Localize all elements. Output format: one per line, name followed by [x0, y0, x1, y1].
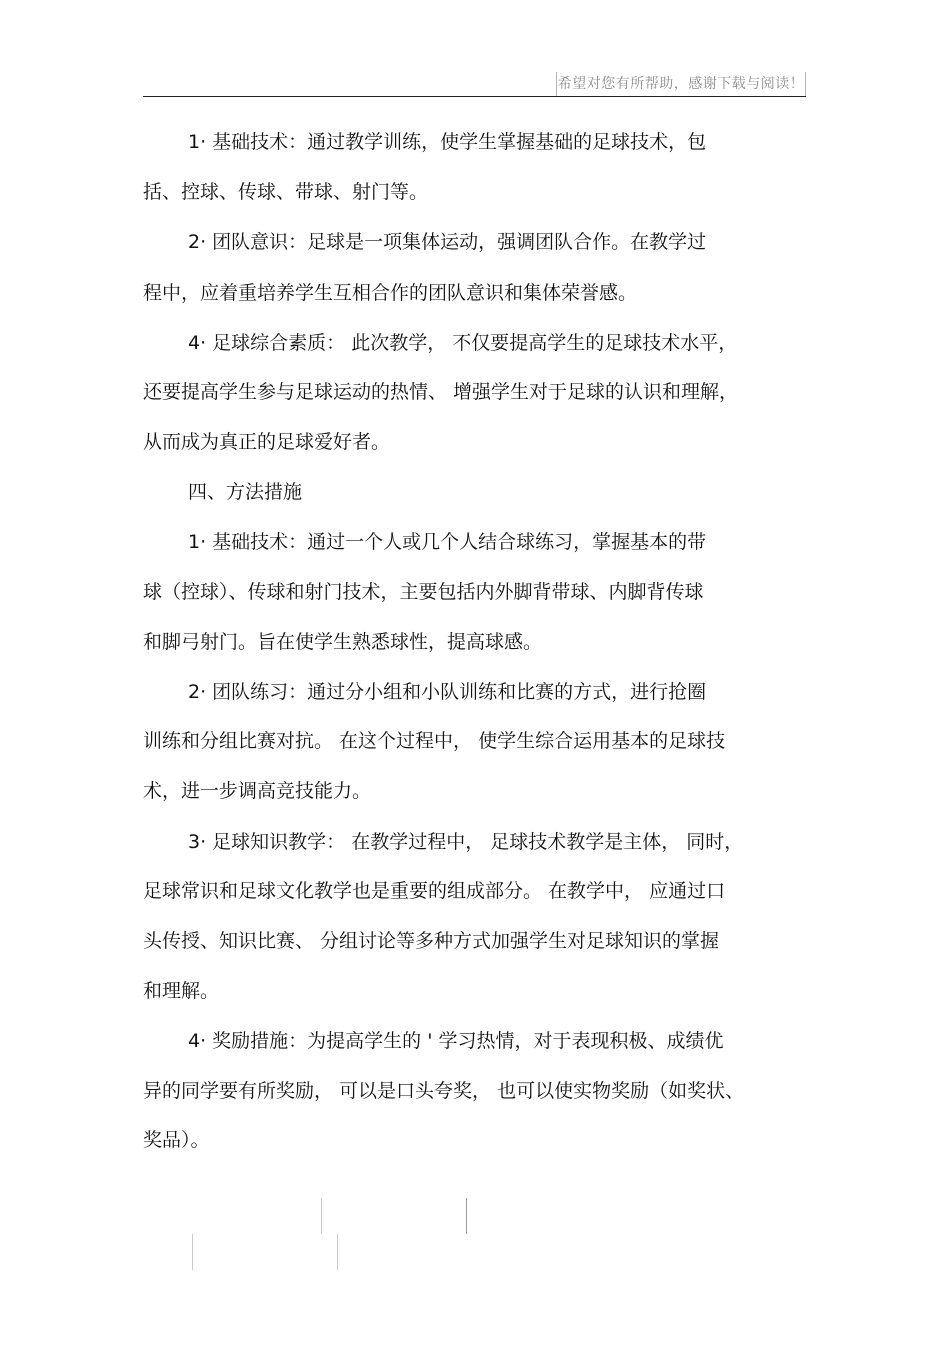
text-line: 从而成为真正的足球爱好者。 — [143, 431, 391, 453]
text-line: 和脚弓射门。旨在使学生熟悉球性，提高球感。 — [143, 631, 543, 653]
text-line: 头传授、知识比赛、 分组讨论等多种方式加强学生对足球知识的掌握 — [143, 930, 720, 952]
text-line: 和理解。 — [143, 980, 220, 1002]
text-line: 4· 奖励措施：为提高学生的 ' 学习热情，对于表现积极、成绩优 — [188, 1030, 724, 1052]
section-heading: 四、方法措施 — [188, 481, 303, 503]
scan-mark — [192, 1234, 193, 1270]
text-line: 2· 团队意识：足球是一项集体运动，强调团队合作。在教学过 — [188, 231, 707, 253]
text-line: 足球常识和足球文化教学也是重要的组成部分。 在教学中， 应通过口 — [143, 880, 726, 902]
header-banner: 希望对您有所帮助，感谢下载与阅读！ — [556, 72, 806, 96]
text-line: 1· 基础技术：通过教学训练，使学生掌握基础的足球技术，包 — [188, 131, 707, 153]
text-line: 训练和分组比赛对抗。 在这个过程中， 使学生综合运用基本的足球技 — [143, 730, 726, 752]
scan-mark — [337, 1234, 338, 1270]
text-line: 球（控球）、传球和射门技术，主要包括内外脚背带球、内脚背传球 — [143, 581, 704, 603]
text-line: 程中，应着重培养学生互相合作的团队意识和集体荣誉感。 — [143, 282, 638, 304]
text-line: 1· 基础技术：通过一个人或几个人结合球练习，掌握基本的带 — [188, 531, 707, 553]
text-line: 2· 团队练习：通过分小组和小队训练和比赛的方式，进行抢圈 — [188, 681, 707, 703]
scan-mark — [466, 1198, 467, 1234]
text-line: 术，进一步调高竞技能力。 — [143, 780, 372, 802]
header-rule — [143, 96, 806, 97]
text-line: 奖品）。 — [143, 1129, 210, 1151]
text-line: 还要提高学生参与足球运动的热情、 增强学生对于足球的认识和理解， — [143, 381, 739, 403]
text-line: 4· 足球综合素质： 此次教学， 不仅要提高学生的足球技术水平， — [188, 332, 738, 354]
scan-mark — [321, 1198, 322, 1234]
text-line: 异的同学要有所奖励， 可以是口头夸奖， 也可以使实物奖励（如奖状、 — [143, 1080, 745, 1102]
text-line: 3· 足球知识教学： 在教学过程中， 足球技术教学是主体， 同时， — [188, 831, 744, 853]
text-line: 括、控球、传球、带球、射门等。 — [143, 181, 429, 203]
